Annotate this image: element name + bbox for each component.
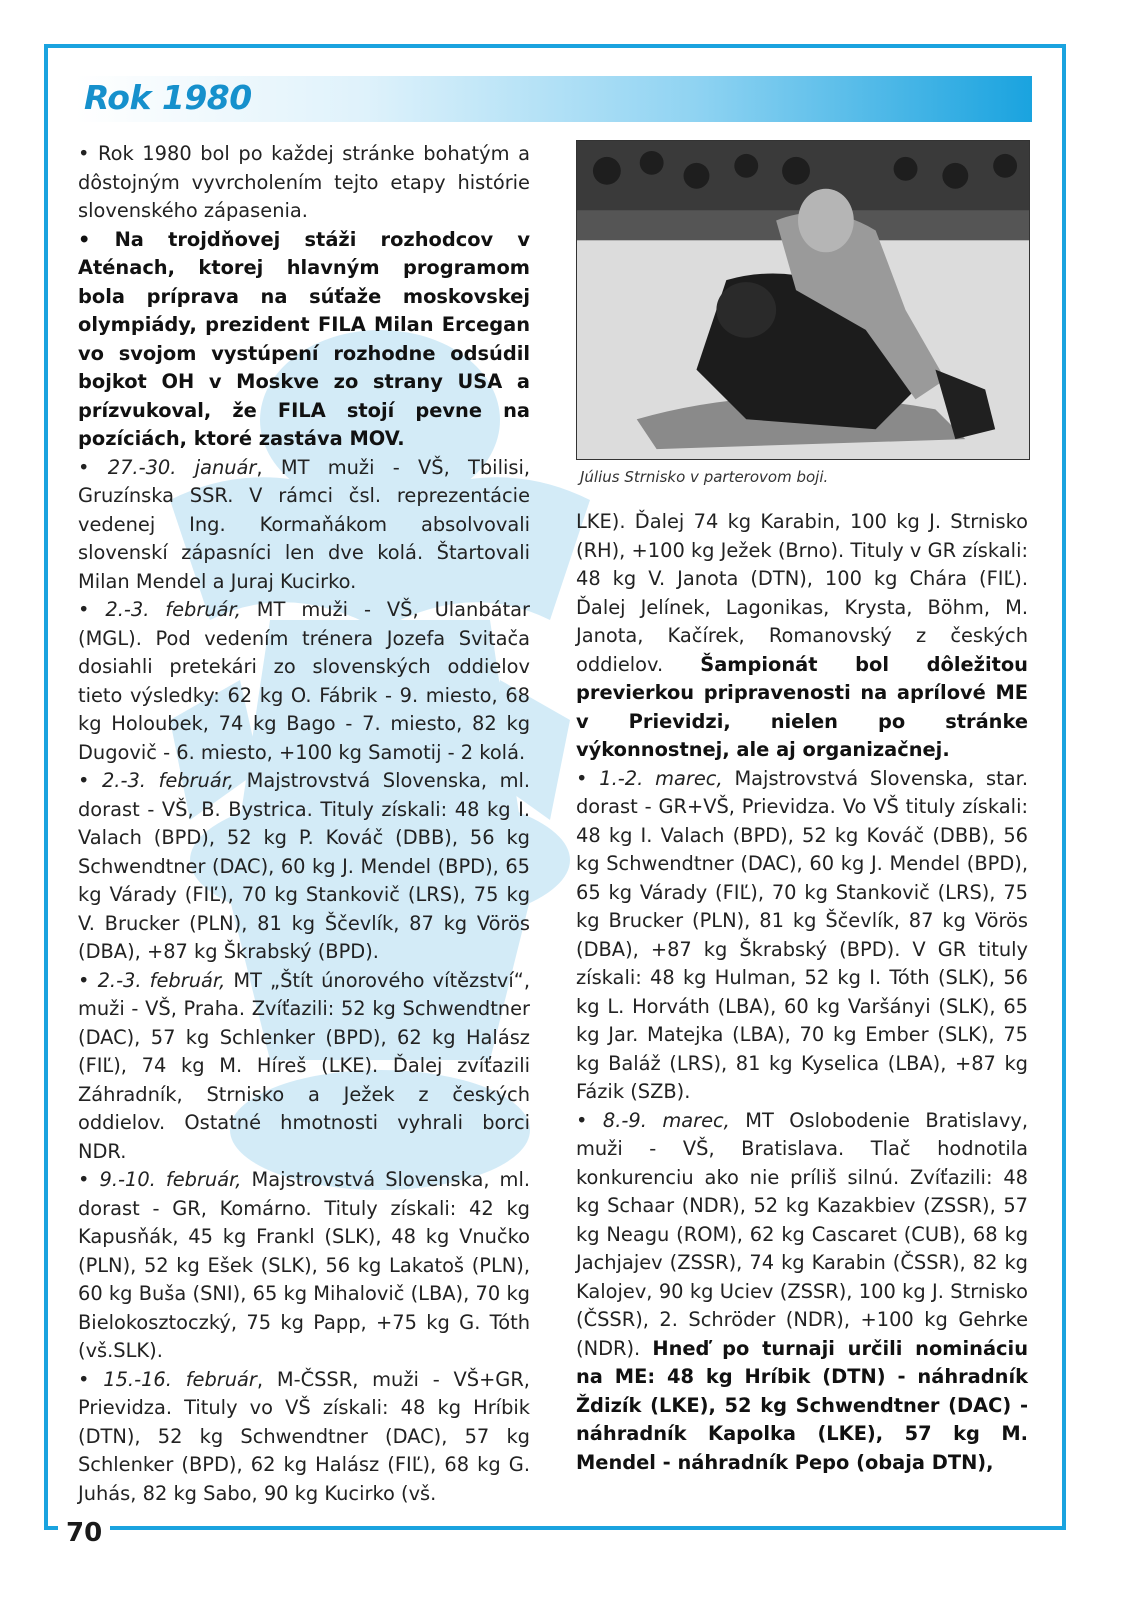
- event-date: 1.-2. marec,: [599, 766, 723, 790]
- page-number-box: [58, 1516, 110, 1550]
- paragraph-komarno: • 9.-10. február, Majstrovstvá Slovenska, ml. dorast - GR, Komárno. Tituly získali: 42 kg Kapusňák, 45 kg Frankl (SLK), 48 kg Vnučko (PLN), 52 kg Ešek (SLK), 56 kg Lakatoš (PLN), 60 kg Buša (SNI), 65 kg Mihalovič (LBA), 70 kg Bielokosztoczký, 75 kg Papp, +75 kg G. Tóth (vš.SLK).: [78, 1168, 530, 1362]
- paragraph-prievidza-cont: LKE). Ďalej 74 kg Karabin, 100 kg J. Strnisko (RH), +100 kg Ježek (Brno). Tituly v GR získali: 48 kg V. Janota (DTN), 100 kg Chára (FIĽ). Ďalej Jelínek, Lagonikas, Krysta, Böhm, M. Janota, Kačírek, Romanovský z českých oddielov. Šampionát bol dôležitou previerkou pripravenosti na aprílové ME v Prievidzi, nielen po stránke výkonnostnej, ale aj organizačnej.: [576, 510, 1028, 761]
- paragraph-ulanbator: • 2.-3. február, MT muži - VŠ, Ulanbátar (MGL). Pod vedením trénera Jozefa Svitača dosiahli pretekári zo slovenských oddielov tieto výsledky: 62 kg O. Fábrik - 9. miesto, 68 kg Holoubek, 74 kg Bago - 7. miesto, 82 kg Dugovič - 6. miesto, +100 kg Samotij - 2 kolá.: [78, 598, 530, 764]
- event-date: 2.-3. február,: [105, 598, 241, 621]
- header-bar: [76, 76, 1032, 122]
- page-title: Rok 1980: [84, 78, 252, 117]
- event-date: 27.-30. január: [107, 455, 257, 479]
- paragraph-intro: • Rok 1980 bol po každej stránke bohatým a dôstojným vyvrcholením tejto etapy histórie slovenského zápasenia.: [78, 142, 530, 222]
- highlight-text: Šampionát bol dôležitou previerkou pripravenosti na aprílové ME v Prievidzi, nielen po stránke výkonnostnej, ale aj organizačnej.: [576, 652, 1028, 761]
- event-date: 2.-3. február,: [101, 769, 235, 792]
- paragraph-athens-seminar: • Na trojdňovej stáži rozhodcov v Aténach, ktorej hlavným programom bola príprava na súťaže moskovskej olympiády, prezident FILA Milan Ercegan vo svojom vystúpení rozhodne odsúdil bojkot OH v Moskve zo strany USA a prízvukoval, že FILA stojí pevne na pozíciách, ktoré zastáva MOV.: [78, 227, 530, 450]
- paragraph-tbilisi: • 27.-30. január, MT muži - VŠ, Tbilisi, Gruzínska SSR. V rámci čsl. reprezentácie vedenej Ing. Kormaňákom absolvovali slovenskí zápasníci len dve kolá. Štartovali Milan Mendel a Juraj Kucirko.: [78, 455, 531, 593]
- event-date: 2.-3. február,: [97, 968, 226, 992]
- wrestling-photo: [576, 140, 1030, 460]
- paragraph-prievidza-cssr: • 15.-16. február, M-ČSSR, muži - VŠ+GR, Prievidza. Tituly vo VŠ získali: 48 kg Hríbik (DTN), 52 kg Schwendtner (DAC), 57 kg Schlenker (BPD), 62 kg Halász (FIĽ), 68 kg G. Juhás, 82 kg Sabo, 90 kg Kucirko (vš.: [78, 1367, 530, 1505]
- left-column: [78, 140, 530, 1508]
- event-date: 15.-16. február: [103, 1367, 257, 1391]
- event-date: 8.-9. marec,: [602, 1108, 730, 1132]
- paragraph-bratislava: • 8.-9. marec, MT Oslobodenie Bratislavy, muži - VŠ, Bratislava. Tlač hodnotila konkurenciu ako nie príliš silnú. Zvíťazili: 48 kg Schaar (NDR), 52 kg Kazakbiev (ZSSR), 57 kg Neagu (ROM), 62 kg Cascaret (CUB), 68 kg Jachjajev (ZSSR), 74 kg Karabin (ČSSR), 82 kg Kalojev, 90 kg Uciev (ZSSR), 100 kg J. Strnisko (ČSSR), 2. Schröder (NDR), +100 kg Gehrke (NDR). Hneď po turnaji určili nomináciu na ME: 48 kg Hríbik (DTN) - náhradník Ždizík (LKE), 52 kg Schwendtner (DAC) - náhradník Kapolka (LKE), 57 kg M. Mendel - náhradník Pepo (obaja DTN),: [576, 1108, 1028, 1474]
- paragraph-bbystrica: • 2.-3. február, Majstrovstvá Slovenska, ml. dorast - VŠ, B. Bystrica. Tituly získali: 48 kg I. Valach (BPD), 52 kg P. Kováč (DBB), 56 kg Schwendtner (DAC), 60 kg J. Mendel (BPD), 65 kg Várady (FIĽ), 70 kg Stankovič (LRS), 75 kg V. Brucker (PLN), 81 kg Ščevlík, 87 kg Vörös (DBA), +87 kg Škrabský (BPD).: [78, 769, 531, 963]
- paragraph-praha: • 2.-3. február, MT „Štít únorového vítězství“, muži - VŠ, Praha. Zvíťazili: 52 kg Schwendtner (DAC), 57 kg Schlenker (BPD), 62 kg Halász (FIĽ), 74 kg M. Híreš (LKE). Ďalej zvíťazili Záhradník, Strnisko a Ježek z českých oddielov. Ostatné hmotnosti vyhrali borci NDR.: [78, 968, 530, 1163]
- event-date: 9.-10. február,: [99, 1168, 242, 1191]
- photo-caption: Július Strnisko v parterovom boji.: [580, 468, 829, 486]
- right-column: [576, 508, 1028, 1477]
- page-number: 70: [66, 1518, 103, 1548]
- highlight-text: Hneď po turnaji určili nomináciu na ME: 48 kg Hríbik (DTN) - náhradník Ždizík (LKE), 52 kg Schwendtner (DAC) - náhradník Kapolka (LKE), 57 kg M. Mendel - náhradník Pepo (obaja DTN),: [576, 1336, 1028, 1474]
- paragraph-prievidza-dorast: • 1.-2. marec, Majstrovstvá Slovenska, star. dorast - GR+VŠ, Prievidza. Vo VŠ tituly získali: 48 kg I. Valach (BPD), 52 kg Kováč (DBB), 56 kg Schwendtner (DAC), 60 kg J. Mendel (BPD), 65 kg Várady (FIĽ), 70 kg Stankovič (LRS), 75 kg Brucker (PLN), 81 kg Ščevlík, 87 kg Vörös (DBA), +87 kg Škrabský (BPD). V GR tituly získali: 48 kg Hulman, 52 kg I. Tóth (SLK), 56 kg L. Horváth (LBA), 60 kg Varšányi (SLK), 65 kg Jar. Matejka (LBA), 70 kg Ember (SLK), 75 kg Baláž (LRS), 81 kg Kyselica (LBA), +87 kg Fázik (SZB).: [576, 766, 1028, 1103]
